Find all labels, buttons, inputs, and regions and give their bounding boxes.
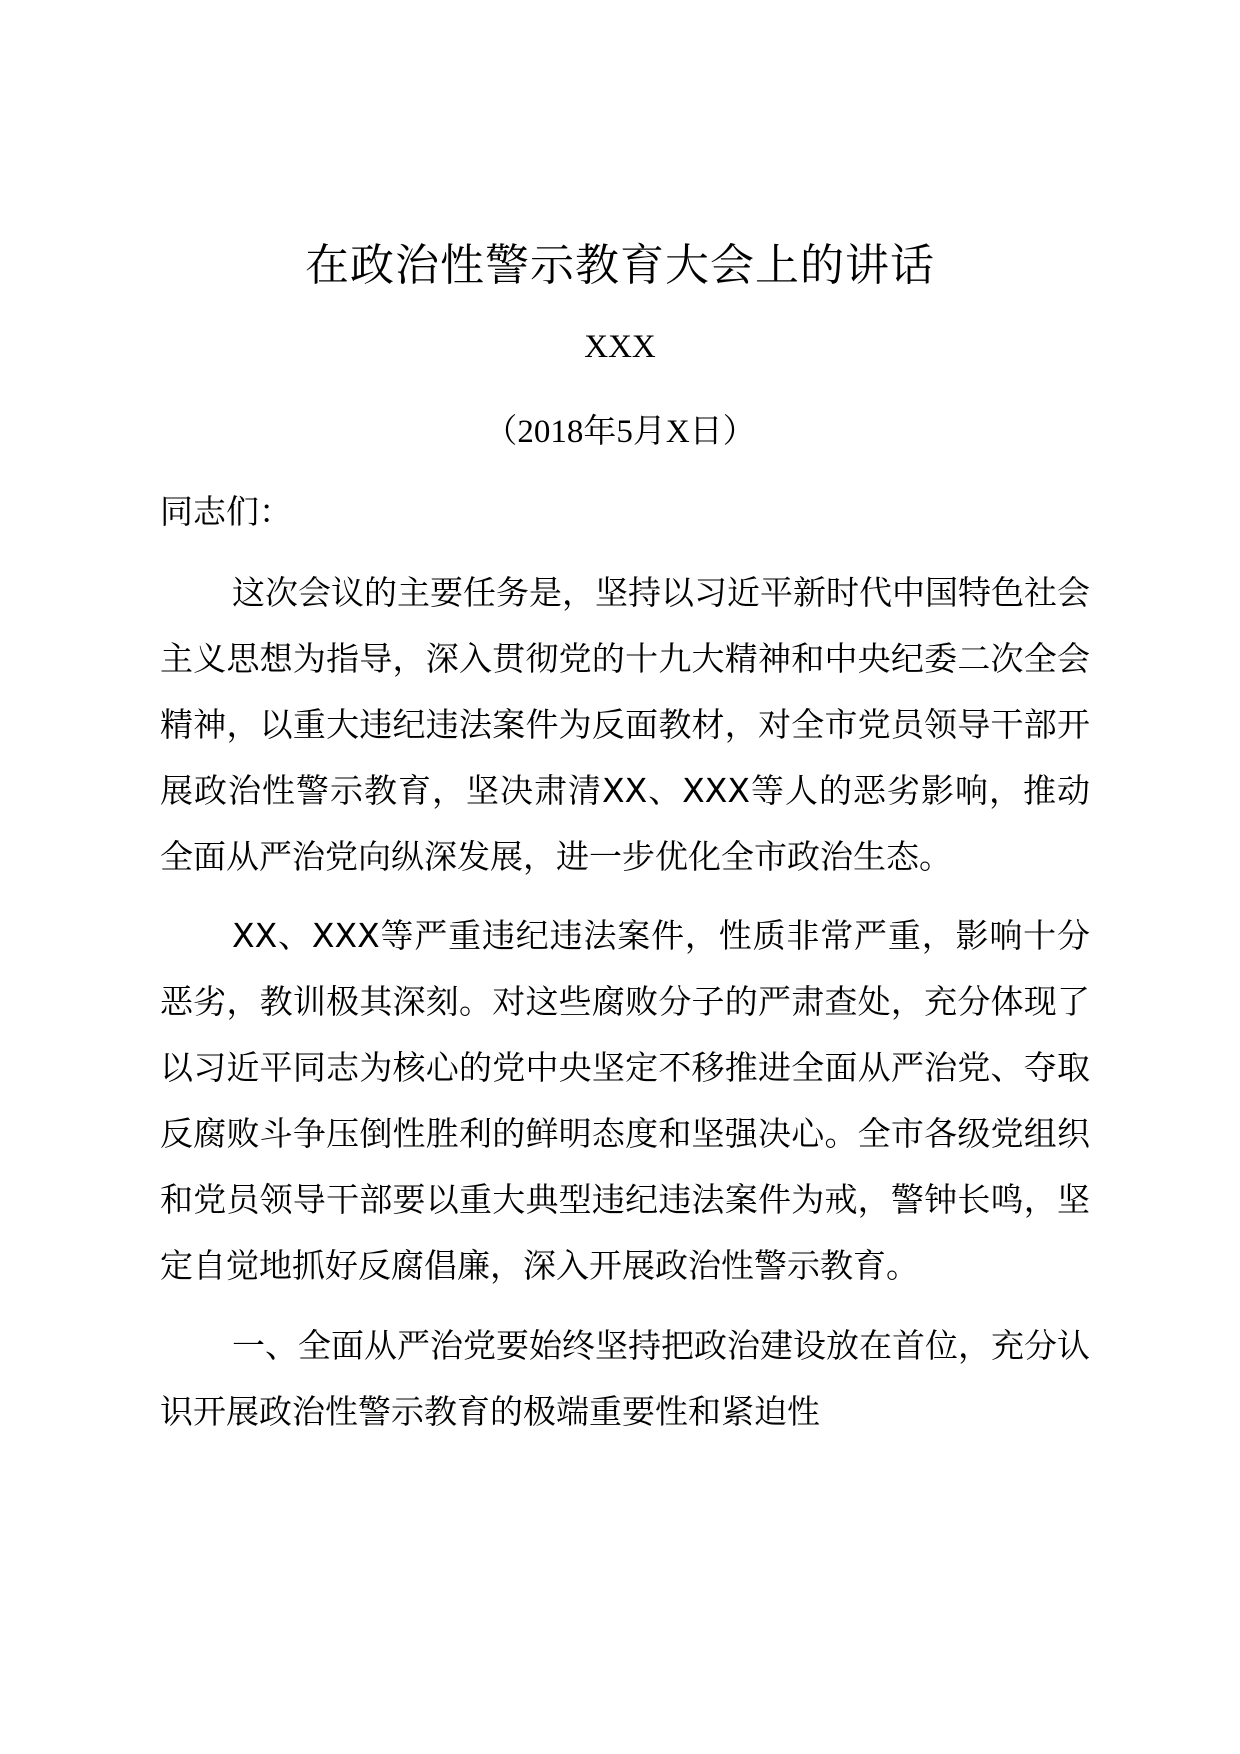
- paragraph-intro: 这次会议的主要任务是，坚持以习近平新时代中国特色社会主义思想为指导，深入贯彻党的十九大精神和中央纪委二次全会精神，以重大违纪违法案件为反面教材，对全市党员领导干部开展政治性警示教育，坚决肃清XX、XXX等人的恶劣影响，推动全面从严治党向纵深发展，进一步优化全市政治生态。: [160, 573, 1090, 876]
- document-date: （2018年5月X日）: [484, 414, 756, 450]
- document-author: XXX: [584, 329, 656, 365]
- document-title: 在政治性警示教育大会上的讲话: [305, 240, 935, 291]
- paragraph-case-summary: XX、XXX等严重违纪违法案件，性质非常严重，影响十分恶劣，教训极其深刻。对这些腐败分子的严肃查处，充分体现了以习近平同志为核心的党中央坚定不移推进全面从严治党、夺取反腐败斗争压倒性胜利的鲜明态度和坚强决心。全市各级党组织和党员领导干部要以重大典型违纪违法案件为戒，警钟长鸣，坚定自觉地抓好反腐倡廉，深入开展政治性警示教育。: [160, 916, 1090, 1285]
- section-heading-one: 一、全面从严治党要始终坚持把政治建设放在首位，充分认识开展政治性警示教育的极端重要性和紧迫性: [160, 1326, 1090, 1431]
- salutation: 同志们：: [160, 492, 292, 531]
